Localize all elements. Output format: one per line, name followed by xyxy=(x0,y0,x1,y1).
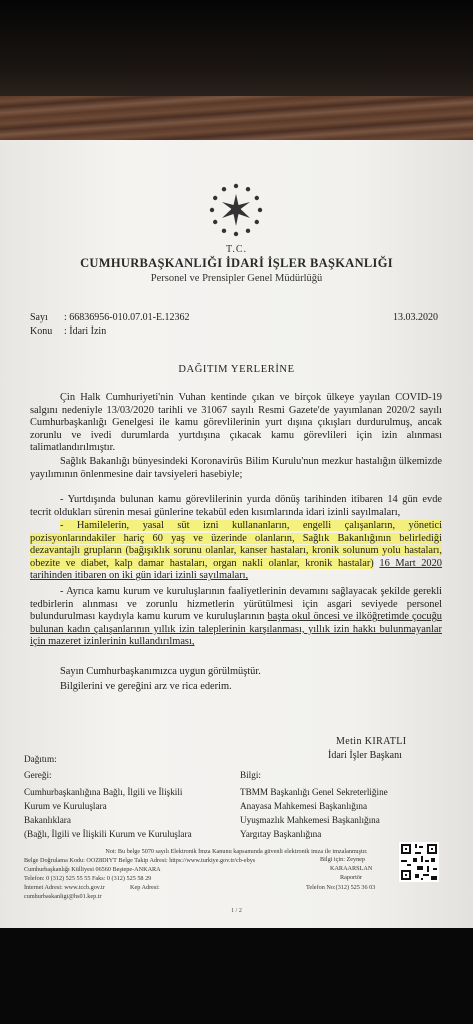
emblem-icon xyxy=(206,180,266,240)
paragraph-1: Çin Halk Cumhuriyeti'nin Vuhan kentinde çıkan ve birçok ülkeye yayılan COVID-19 salgını nedeniyle 13/03/2020 tarihli ve 31067 sayılı Resmi Gazete'de yayımlanan 2020/2 sayılı Cumhurbaşkanlığı Genelgesi ile kamu görevlilerinin yurt dışına çıkışları durdurulmuş, ancak zorunlu ve ivedi durumlarda yurtdışına çıkacak kamu görevlileri için izin alınması talimatlandırılmıştır. xyxy=(30,392,442,454)
page-number: 1 / 2 xyxy=(231,908,242,914)
contact-phone: Telefon No:(312) 525 36 03 xyxy=(306,884,376,891)
kep-label: Kep Adresi: xyxy=(130,884,160,891)
organization-name: CUMHURBAŞKANLIĞI İDARİ İŞLER BAŞKANLIĞI xyxy=(80,256,393,270)
paragraph-4 xyxy=(30,520,442,583)
phone-fax: Telefon: 0 (312) 525 55 55 Faks: 0 (312) 525 58 29 xyxy=(24,875,152,882)
verification-code: Belge Doğrulama Kodu: OOZ8DIYT Belge Takip Adresi: https://www.turkiye.gov.tr/cb-ebys xyxy=(24,857,256,864)
contact-info-label: Bilgi için: Zeynep xyxy=(320,856,366,863)
konu-value: : İdari İzin xyxy=(64,326,107,337)
signatory-title: İdari İşler Başkanı xyxy=(328,750,402,761)
internet-address: İnternet Adresi: www.tccb.gov.tr xyxy=(24,884,105,891)
kep-email: cumhurbaskanligi@hs01.kep.tr xyxy=(24,893,102,900)
document-page xyxy=(0,140,473,928)
wooden-surface xyxy=(0,96,473,140)
bilgi-item: TBMM Başkanlığı Genel Sekreterliğine xyxy=(240,787,388,797)
paragraph-3: - Yurtdışında bulunan kamu görevlilerinin yurda dönüş tarihinden itibaren 14 gün evde tecrit oldukları sürenin mesai günlerine tekabül eden kısımlarında idari izinli sayılmaları, xyxy=(30,494,442,518)
underlined-date-text: 16 Mart 2020 tarihinden itibaren on iki gün idari izinli sayılmaları, xyxy=(30,557,442,582)
bilgi-item: Uyuşmazlık Mahkemesi Başkanlığına xyxy=(240,815,380,825)
address: Cumhurbaşkanlığı Külliyesi 06560 Beştepe-ANKARA xyxy=(24,866,161,873)
highlighted-text: - Hamilelerin, yasal süt izni kullananların, engelli çalışanların, yönetici pozisyonlarındakiler hariç 60 yaş ve üzerinde olanların, Sağlık Bakanlığının belirlediği dezavantajlı grupların (bağışıklık sorunu olanlar, kanser hastaları, kronik solunum yolu hastaları, obezite ve diabet, kalp damar hastaları, organ nakli olanlar, kronik hastalar) xyxy=(30,520,442,569)
department-name: Personel ve Prensipler Genel Müdürlüğü xyxy=(150,273,323,284)
sayi-value: : 66836956-010.07.01-E.12362 xyxy=(64,312,190,323)
contact-name: KARAARSLAN xyxy=(330,865,373,872)
photo-background-top xyxy=(0,0,473,96)
tc-label: T.C. xyxy=(225,244,248,255)
paragraph-6: Sayın Cumhurbaşkanımızca uygun görülmüştür. xyxy=(60,666,261,677)
bilgi-item: Yargıtay Başkanlığına xyxy=(240,829,322,839)
photo-background-bottom xyxy=(0,928,473,1024)
paragraph-7: Bilgilerini ve gereğini arz ve rica ederim. xyxy=(60,681,232,692)
geregi-item: (Bağlı, İlgili ve İlişkili Kurum ve Kuruluşlara xyxy=(24,829,192,839)
contact-role: Raportör xyxy=(340,874,362,881)
qr-code-icon xyxy=(399,842,439,882)
bilgi-label: Bilgi: xyxy=(240,770,261,780)
distribution-label: Dağıtım: xyxy=(24,754,57,764)
document-date: 13.03.2020 xyxy=(393,312,438,323)
geregi-item: Kurum ve Kuruluşlara xyxy=(24,801,107,811)
geregi-item: Bakanlıklara xyxy=(24,815,71,825)
document-title: DAĞITIM YERLERİNE xyxy=(178,364,295,375)
signatory-name: Metin KIRATLI xyxy=(336,736,407,747)
paragraph-2: Sağlık Bakanlığı bünyesindeki Koronavirüs Bilim Kurulu'nun mezkur hastalığın ülkemizde yayılımının önlenmesine dair tavsiyeleri hasebiyle; xyxy=(30,456,442,480)
bilgi-item: Anayasa Mahkemesi Başkanlığına xyxy=(240,801,368,811)
geregi-item: Cumhurbaşkanlığına Bağlı, İlgili ve İlişkili xyxy=(24,787,183,797)
geregi-label: Gereği: xyxy=(24,770,52,780)
sayi-label: Sayı xyxy=(30,312,48,323)
konu-label: Konu xyxy=(30,326,53,337)
paragraph-5-start: - Ayrıca kamu kurum ve kuruluşlarının faaliyetlerinin devamını sağlayacak şekilde gerekli tedbirlerin alınması ve zorunlu hizmetlerin yürütülmesi için asgari seviyede personel bulundurulması kaydıyla kamu kurum ve kuruluşlarının xyxy=(30,586,442,623)
underlined-leave-text: başta okul öncesi ve ilköğretimde çocuğu bulunan kadın çalışanlarının yıllık izin taleplerinin karşılanması, yıllık izin hakkı bulunmayanlar için mazeret izinlerinin kullandırılması, xyxy=(30,611,442,648)
paragraph-5 xyxy=(30,586,442,649)
e-signature-note: Not: Bu belge 5070 sayılı Elektronik İmza Kanunu kapsamında güvenli elektronik imza ile imzalanmıştır. xyxy=(105,848,368,855)
